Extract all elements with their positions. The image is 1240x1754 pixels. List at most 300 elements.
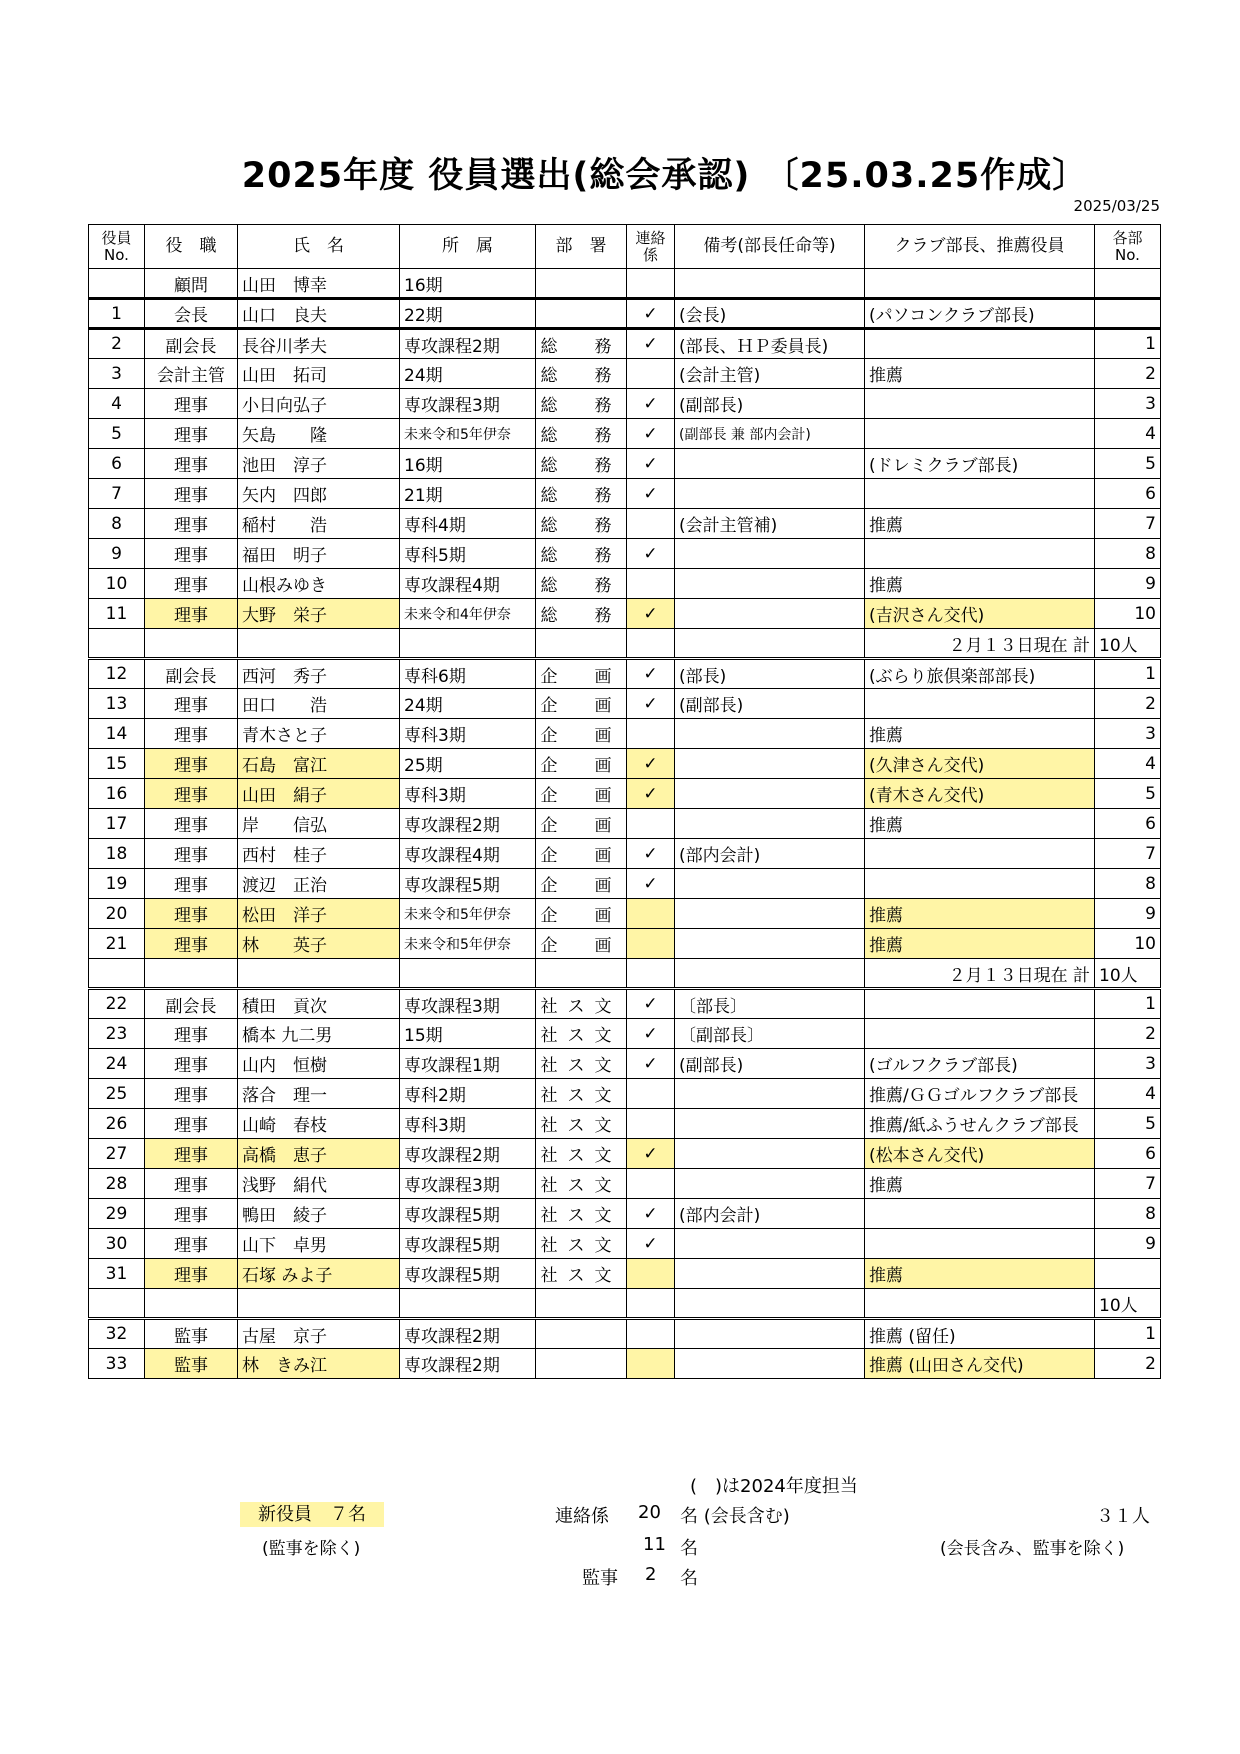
contact-check: ✓	[627, 419, 675, 449]
contact-check	[627, 1289, 675, 1319]
header-role: 役 職	[145, 225, 238, 269]
row-no: 1	[89, 299, 145, 329]
header-contact: 連絡 係	[627, 225, 675, 269]
role-cell: 理事	[145, 839, 238, 869]
contact-check	[627, 1169, 675, 1199]
dept-cell: 総 務	[536, 569, 627, 599]
document-date: 2025/03/25	[1073, 197, 1160, 215]
name-cell: 山田 博幸	[238, 269, 400, 299]
role-cell: 監事	[145, 1349, 238, 1379]
dept-cell	[536, 1319, 627, 1349]
dept-no-cell: 4	[1095, 749, 1161, 779]
dept-cell: 社ス文	[536, 1169, 627, 1199]
name-cell	[238, 959, 400, 989]
role-cell: 理事	[145, 779, 238, 809]
name-cell: 山崎 春枝	[238, 1109, 400, 1139]
contact-check: ✓	[627, 839, 675, 869]
dept-cell: 社ス文	[536, 989, 627, 1019]
contact-check: ✓	[627, 599, 675, 629]
note-cell: 〔部長〕	[675, 989, 865, 1019]
table-row	[89, 1259, 1161, 1289]
role-cell: 理事	[145, 689, 238, 719]
contact-check: ✓	[627, 1199, 675, 1229]
name-cell: 矢島 隆	[238, 419, 400, 449]
contact-check	[627, 1259, 675, 1289]
name-cell: 山口 良夫	[238, 299, 400, 329]
dept-cell	[536, 1289, 627, 1319]
affiliation-cell: 専攻課程3期	[400, 1169, 536, 1199]
contact-check	[627, 899, 675, 929]
role-cell: 顧問	[145, 269, 238, 299]
affiliation-cell: 未来令和5年伊奈	[400, 419, 536, 449]
table-row	[89, 419, 1161, 449]
club-cell: (青木さん交代)	[865, 779, 1095, 809]
dept-no-cell: 10人	[1095, 1289, 1161, 1319]
dept-no-cell: 10	[1095, 599, 1161, 629]
name-cell	[238, 1289, 400, 1319]
table-row	[89, 359, 1161, 389]
subtotal-row	[89, 629, 1161, 659]
club-cell	[865, 869, 1095, 899]
role-cell: 理事	[145, 449, 238, 479]
affiliation-cell: 専攻課程3期	[400, 989, 536, 1019]
affiliation-cell: 16期	[400, 449, 536, 479]
name-cell: 稲村 浩	[238, 509, 400, 539]
dept-cell	[536, 629, 627, 659]
dept-no-cell: 3	[1095, 719, 1161, 749]
role-cell: 理事	[145, 599, 238, 629]
dept-no-cell	[1095, 299, 1161, 329]
name-cell: 西河 秀子	[238, 659, 400, 689]
row-no: 21	[89, 929, 145, 959]
dept-no-cell: 8	[1095, 1199, 1161, 1229]
row-no: 19	[89, 869, 145, 899]
note-cell: 〔副部長〕	[675, 1019, 865, 1049]
contact-check	[627, 269, 675, 299]
header-affiliation: 所 属	[400, 225, 536, 269]
role-cell	[145, 629, 238, 659]
table-row	[89, 1079, 1161, 1109]
club-cell: 推薦/ＧＧゴルフクラブ部長	[865, 1079, 1095, 1109]
note-cell: (部内会計)	[675, 1199, 865, 1229]
table-row	[89, 539, 1161, 569]
dept-cell: 社ス文	[536, 1049, 627, 1079]
affiliation-cell	[400, 629, 536, 659]
note-cell	[675, 1259, 865, 1289]
subtotal-row	[89, 1289, 1161, 1319]
affiliation-cell: 15期	[400, 1019, 536, 1049]
affiliation-cell: 未来令和4年伊奈	[400, 599, 536, 629]
club-cell	[865, 989, 1095, 1019]
contact-check: ✓	[627, 1019, 675, 1049]
contact-check	[627, 809, 675, 839]
contact-check	[627, 1079, 675, 1109]
dept-no-cell: 1	[1095, 1319, 1161, 1349]
row-no: 13	[89, 689, 145, 719]
club-cell	[865, 839, 1095, 869]
affiliation-cell: 専攻課程2期	[400, 1319, 536, 1349]
note-cell: (副部長 兼 部内会計)	[675, 419, 865, 449]
name-cell: 橋本 九二男	[238, 1019, 400, 1049]
affiliation-cell: 専攻課程5期	[400, 1229, 536, 1259]
name-cell: 林 きみ江	[238, 1349, 400, 1379]
dept-no-cell: 7	[1095, 509, 1161, 539]
dept-no-cell: 2	[1095, 689, 1161, 719]
contact-check: ✓	[627, 689, 675, 719]
row-no: 25	[89, 1079, 145, 1109]
auditor-unit: 名	[680, 1568, 698, 1589]
row-no: 7	[89, 479, 145, 509]
role-cell: 理事	[145, 719, 238, 749]
dept-no-cell: 1	[1095, 329, 1161, 359]
table-row	[89, 989, 1161, 1019]
contact-check	[627, 959, 675, 989]
dept-cell	[536, 269, 627, 299]
table-row	[89, 779, 1161, 809]
club-cell	[865, 389, 1095, 419]
note-cell: (会長)	[675, 299, 865, 329]
note-cell	[675, 479, 865, 509]
note-cell	[675, 1229, 865, 1259]
dept-no-cell: 10	[1095, 929, 1161, 959]
note-cell	[675, 869, 865, 899]
name-cell: 積田 貢次	[238, 989, 400, 1019]
role-cell: 理事	[145, 809, 238, 839]
table-row	[89, 569, 1161, 599]
club-cell: 推薦 (山田さん交代)	[865, 1349, 1095, 1379]
row-no: 11	[89, 599, 145, 629]
header-dept: 部 署	[536, 225, 627, 269]
contact-check: ✓	[627, 479, 675, 509]
affiliation-cell: 未来令和5年伊奈	[400, 899, 536, 929]
note-cell: (部内会計)	[675, 839, 865, 869]
club-cell: ２月１３日現在 計	[865, 959, 1095, 989]
row-no: 17	[89, 809, 145, 839]
name-cell: 高橋 恵子	[238, 1139, 400, 1169]
affiliation-cell: 25期	[400, 749, 536, 779]
affiliation-cell: 専攻課程2期	[400, 329, 536, 359]
name-cell: 西村 桂子	[238, 839, 400, 869]
name-cell: 青木さと子	[238, 719, 400, 749]
name-cell: 山下 卓男	[238, 1229, 400, 1259]
note-cell	[675, 1319, 865, 1349]
table-row	[89, 299, 1161, 329]
contact-check	[627, 569, 675, 599]
dept-no-cell	[1095, 269, 1161, 299]
dept-cell: 企 画	[536, 809, 627, 839]
note-cell: (会計主管)	[675, 359, 865, 389]
row-no: 4	[89, 389, 145, 419]
table-row	[89, 899, 1161, 929]
dept-cell: 総 務	[536, 509, 627, 539]
dept-cell: 社ス文	[536, 1019, 627, 1049]
role-cell: 副会長	[145, 989, 238, 1019]
contact-check: ✓	[627, 449, 675, 479]
dept-no-cell	[1095, 1259, 1161, 1289]
row-no: 31	[89, 1259, 145, 1289]
affiliation-cell: 専攻課程5期	[400, 1199, 536, 1229]
club-cell: 推薦 (留任)	[865, 1319, 1095, 1349]
note-cell: (部長、ＨＰ委員長)	[675, 329, 865, 359]
row-no	[89, 629, 145, 659]
dept-no-cell: 1	[1095, 989, 1161, 1019]
dept-cell: 企 画	[536, 869, 627, 899]
name-cell: 山田 絹子	[238, 779, 400, 809]
name-cell: 小日向弘子	[238, 389, 400, 419]
club-cell: (松本さん交代)	[865, 1139, 1095, 1169]
name-cell: 田口 浩	[238, 689, 400, 719]
contact-check: ✓	[627, 539, 675, 569]
name-cell: 矢内 四郎	[238, 479, 400, 509]
contact-check	[627, 1319, 675, 1349]
dept-no-cell: 6	[1095, 479, 1161, 509]
row-no: 27	[89, 1139, 145, 1169]
note-cell: (部長)	[675, 659, 865, 689]
new-officers-note: (監事を除く)	[262, 1539, 361, 1559]
note-cell	[675, 1349, 865, 1379]
row-no: 28	[89, 1169, 145, 1199]
header-row	[89, 225, 1161, 269]
dept-no-cell: 10人	[1095, 959, 1161, 989]
role-cell: 会計主管	[145, 359, 238, 389]
note-cell: (会計主管補)	[675, 509, 865, 539]
affiliation-cell	[400, 1289, 536, 1319]
row-no	[89, 959, 145, 989]
contact-check	[627, 719, 675, 749]
row-no: 22	[89, 989, 145, 1019]
note-cell	[675, 1079, 865, 1109]
name-cell	[238, 629, 400, 659]
role-cell: 副会長	[145, 659, 238, 689]
row-no: 14	[89, 719, 145, 749]
dept-no-cell: 5	[1095, 449, 1161, 479]
note-cell	[675, 629, 865, 659]
dept-no-cell: 3	[1095, 1049, 1161, 1079]
header-dept-no: 各部 No.	[1095, 225, 1161, 269]
dept-no-cell: 2	[1095, 1019, 1161, 1049]
table-row	[89, 1109, 1161, 1139]
contact-check	[627, 509, 675, 539]
role-cell: 監事	[145, 1319, 238, 1349]
row-no: 15	[89, 749, 145, 779]
contact-unit: 名 (会長含む)	[680, 1506, 790, 1527]
table-row	[89, 659, 1161, 689]
note-cell	[675, 539, 865, 569]
contact-check: ✓	[627, 389, 675, 419]
row-no: 26	[89, 1109, 145, 1139]
row-no: 32	[89, 1319, 145, 1349]
table-row	[89, 449, 1161, 479]
club-cell: (吉沢さん交代)	[865, 599, 1095, 629]
affiliation-cell: 専攻課程2期	[400, 809, 536, 839]
dept-no-cell: 5	[1095, 1109, 1161, 1139]
table-row	[89, 1139, 1161, 1169]
dept-no-cell: 9	[1095, 569, 1161, 599]
affiliation-cell: 未来令和5年伊奈	[400, 929, 536, 959]
club-cell	[865, 1289, 1095, 1319]
contact-label: 連絡係	[555, 1506, 609, 1527]
affiliation-cell: 専攻課程5期	[400, 869, 536, 899]
total-note: (会長含み、監事を除く)	[940, 1539, 1125, 1559]
table-row	[89, 1349, 1161, 1379]
dept-cell: 社ス文	[536, 1109, 627, 1139]
club-cell: (パソコンクラブ部長)	[865, 299, 1095, 329]
dept-cell	[536, 1349, 627, 1379]
table-row	[89, 1049, 1161, 1079]
dept-no-cell: 2	[1095, 359, 1161, 389]
table-row	[89, 479, 1161, 509]
row-no: 12	[89, 659, 145, 689]
contact-check: ✓	[627, 1229, 675, 1259]
contact-check: ✓	[627, 749, 675, 779]
prev-year-note: ( )は2024年度担当	[690, 1476, 858, 1497]
role-cell: 理事	[145, 1079, 238, 1109]
total-count: ３１人	[1096, 1506, 1150, 1527]
role-cell: 理事	[145, 929, 238, 959]
note-cell	[675, 959, 865, 989]
contact-count: 20	[638, 1502, 661, 1523]
club-cell	[865, 419, 1095, 449]
name-cell: 林 英子	[238, 929, 400, 959]
contact-check: ✓	[627, 869, 675, 899]
contact-check	[627, 359, 675, 389]
contact-check: ✓	[627, 1049, 675, 1079]
row-no: 29	[89, 1199, 145, 1229]
dept-no-cell: 3	[1095, 389, 1161, 419]
dept-cell: 社ス文	[536, 1079, 627, 1109]
row-no: 5	[89, 419, 145, 449]
note-cell: (副部長)	[675, 389, 865, 419]
dept-cell: 総 務	[536, 479, 627, 509]
club-cell	[865, 269, 1095, 299]
row-no: 23	[89, 1019, 145, 1049]
dept-no-cell: 7	[1095, 1169, 1161, 1199]
contact-check: ✓	[627, 659, 675, 689]
header-name: 氏 名	[238, 225, 400, 269]
header-note: 備考(部長任命等)	[675, 225, 865, 269]
affiliation-cell: 専攻課程3期	[400, 389, 536, 419]
role-cell: 理事	[145, 569, 238, 599]
name-cell: 山内 恒樹	[238, 1049, 400, 1079]
note-cell	[675, 779, 865, 809]
name-cell: 渡辺 正治	[238, 869, 400, 899]
role-cell: 会長	[145, 299, 238, 329]
contact-check	[627, 929, 675, 959]
dept-cell: 企 画	[536, 899, 627, 929]
affiliation-cell: 専科3期	[400, 779, 536, 809]
row-no: 6	[89, 449, 145, 479]
dept-no-cell: 4	[1095, 419, 1161, 449]
header-no: 役員 No.	[89, 225, 145, 269]
page-title: 2025年度 役員選出(総会承認) 〔25.03.25作成〕	[241, 156, 1089, 196]
dept-cell: 総 務	[536, 449, 627, 479]
name-cell: 松田 洋子	[238, 899, 400, 929]
role-cell: 理事	[145, 1049, 238, 1079]
role-cell: 理事	[145, 1169, 238, 1199]
name-cell: 鴨田 綾子	[238, 1199, 400, 1229]
dept-no-cell: 8	[1095, 869, 1161, 899]
role-cell: 理事	[145, 1019, 238, 1049]
new-officers-count: 新役員 ７名	[240, 1500, 384, 1526]
dept-cell	[536, 299, 627, 329]
dept-no-cell: 4	[1095, 1079, 1161, 1109]
affiliation-cell: 24期	[400, 689, 536, 719]
dept-cell: 企 画	[536, 749, 627, 779]
row-no: 16	[89, 779, 145, 809]
subtotal-row	[89, 959, 1161, 989]
contact-check: ✓	[627, 329, 675, 359]
club-cell: (ゴルフクラブ部長)	[865, 1049, 1095, 1079]
note-cell	[675, 599, 865, 629]
club-cell: 推薦	[865, 929, 1095, 959]
dept-cell: 総 務	[536, 539, 627, 569]
dept-no-cell: 6	[1095, 809, 1161, 839]
affiliation-cell: 専攻課程5期	[400, 1259, 536, 1289]
row-no: 20	[89, 899, 145, 929]
note-cell	[675, 809, 865, 839]
club-cell: 推薦	[865, 359, 1095, 389]
officer-table-body	[89, 269, 1161, 1379]
note-cell	[675, 269, 865, 299]
role-cell: 理事	[145, 749, 238, 779]
note-cell	[675, 929, 865, 959]
contact-check: ✓	[627, 989, 675, 1019]
table-row	[89, 689, 1161, 719]
row-no	[89, 269, 145, 299]
name-cell: 古屋 京子	[238, 1319, 400, 1349]
contact-check	[627, 1349, 675, 1379]
role-cell: 理事	[145, 479, 238, 509]
affiliation-cell: 専科3期	[400, 1109, 536, 1139]
dept-no-cell: 8	[1095, 539, 1161, 569]
club-cell	[865, 329, 1095, 359]
table-row	[89, 269, 1161, 299]
club-cell: 推薦	[865, 899, 1095, 929]
affiliation-cell: 専科3期	[400, 719, 536, 749]
dept-no-cell: 9	[1095, 1229, 1161, 1259]
club-cell: (ぶらり旅倶楽部部長)	[865, 659, 1095, 689]
role-cell	[145, 1289, 238, 1319]
note-cell	[675, 899, 865, 929]
role-cell: 理事	[145, 1229, 238, 1259]
contact-check: ✓	[627, 1139, 675, 1169]
table-row	[89, 1229, 1161, 1259]
table-row	[89, 1019, 1161, 1049]
club-cell	[865, 689, 1095, 719]
dept-no-cell: 2	[1095, 1349, 1161, 1379]
affiliation-cell: 専科2期	[400, 1079, 536, 1109]
role-cell: 理事	[145, 1139, 238, 1169]
note-cell	[675, 1139, 865, 1169]
table-row	[89, 1199, 1161, 1229]
note-cell	[675, 449, 865, 479]
club-cell: (ドレミクラブ部長)	[865, 449, 1095, 479]
officer-table	[88, 224, 1161, 1379]
name-cell: 福田 明子	[238, 539, 400, 569]
dept-cell: 総 務	[536, 419, 627, 449]
contact-check	[627, 1109, 675, 1139]
dept-no-cell: 7	[1095, 839, 1161, 869]
row-no: 24	[89, 1049, 145, 1079]
row-no: 8	[89, 509, 145, 539]
affiliation-cell: 専科6期	[400, 659, 536, 689]
club-cell: 推薦	[865, 509, 1095, 539]
note-cell	[675, 1169, 865, 1199]
role-cell: 副会長	[145, 329, 238, 359]
dept-no-cell: 6	[1095, 1139, 1161, 1169]
dept-cell: 企 画	[536, 839, 627, 869]
row-no: 10	[89, 569, 145, 599]
